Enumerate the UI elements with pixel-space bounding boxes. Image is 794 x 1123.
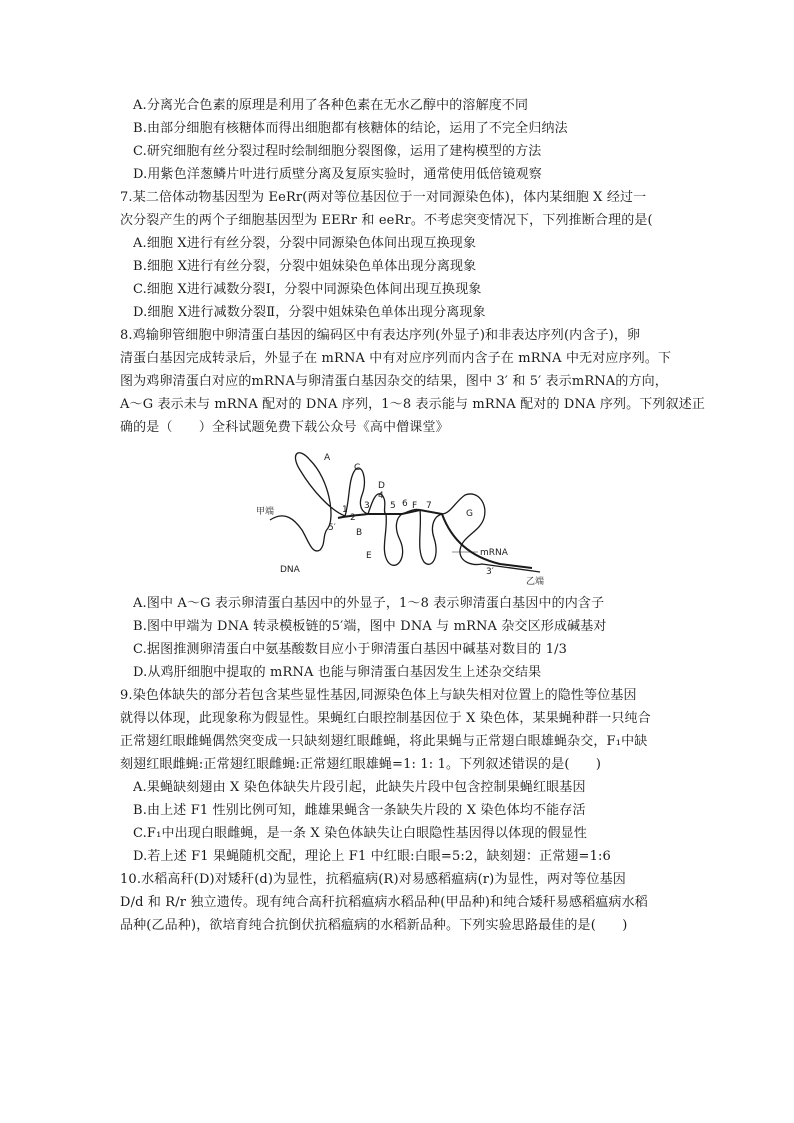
- q6-option-c: C.研究细胞有丝分裂过程时绘制细胞分裂图像，运用了建构模型的方法: [133, 144, 542, 159]
- q9-option-b: B.由上述 F1 性别比例可知，雌雄果蝇含一条缺失片段的 X 染色体均不能存活: [133, 803, 586, 818]
- q8-option-c: C.据图推测卵清蛋白中氨基酸数目应小于卵清蛋白基因中碱基对数目的 1/3: [133, 642, 568, 657]
- pair-label-6: 6: [402, 499, 408, 509]
- q7-option-c: C.细胞 X进行减数分裂Ⅰ，分裂中同源染色体间出现互换现象: [133, 282, 482, 297]
- pair-label-1: 1: [342, 505, 348, 515]
- q7-option-b: B.细胞 X进行有丝分裂，分裂中姐妹染色单体出现分离现象: [133, 259, 477, 274]
- q10-stem-line-2: D/d 和 R/r 独立遗传。现有纯合高秆抗稻瘟病水稻品种(甲品种)和纯合矮秆易感稻瘟病水稻: [120, 895, 648, 910]
- q6-option-a: A.分离光合色素的原理是利用了各种色素在无水乙醇中的溶解度不同: [133, 98, 529, 113]
- end-yi-label: 乙端: [526, 577, 545, 587]
- q8-stem-line-3: 图为鸡卵清蛋白对应的mRNA与卵清蛋白基因杂交的结果，图中 3′ 和 5′ 表示mRNA的方向，: [120, 374, 668, 389]
- label-a: A: [324, 453, 331, 463]
- q8-option-a: A.图中 A～G 表示卵清蛋白基因中的外显子，1～8 表示卵清蛋白基因中的内含子: [133, 596, 605, 611]
- q6-option-b: B.由部分细胞有核糖体而得出细胞都有核糖体的结论，运用了不完全归纳法: [133, 121, 568, 136]
- q7-stem-line-1: 7.某二倍体动物基因型为 EeRr(两对等位基因位于一对同源染色体)，体内某细胞 X 经过一: [120, 190, 647, 205]
- q9-stem-line-3: 正常翅红眼雌蝇偶然突变成一只缺刻翅红眼雌蝇，将此果蝇与正常翅白眼雄蝇杂交，F₁中缺: [120, 734, 648, 749]
- q8-option-b: B.图中甲端为 DNA 转录模板链的5′端，图中 DNA 与 mRNA 杂交区形成碱基对: [133, 619, 607, 634]
- q8-option-d: D.从鸡肝细胞中提取的 mRNA 也能与卵清蛋白基因发生上述杂交结果: [133, 665, 542, 680]
- q8-stem-line-4: A～G 表示未与 mRNA 配对的 DNA 序列，1～8 表示能与 mRNA 配对的 DNA 序列。下列叙述正: [120, 397, 706, 412]
- pair-label-3: 3: [364, 501, 370, 511]
- q7-option-d: D.细胞 X进行减数分裂Ⅱ，分裂中姐妹染色单体出现分离现象: [133, 305, 486, 320]
- label-b: B: [356, 528, 363, 538]
- label-d: D: [378, 481, 385, 491]
- pair-label-7: 7: [426, 501, 432, 511]
- dna-mrna-hybrid-figure: [250, 440, 550, 590]
- label-f: F: [412, 501, 418, 511]
- q8-stem-line-2: 清蛋白基因完成转录后，外显子在 mRNA 中有对应序列而内含子在 mRNA 中无对应序列。下: [120, 351, 672, 366]
- label-c: C: [354, 463, 361, 473]
- q10-stem-line-3: 品种(乙品种)，欲培育纯合抗倒伏抗稻瘟病的水稻新品种。下列实验思路最佳的是( ): [120, 918, 628, 933]
- q8-stem-line-1: 8.鸡输卵管细胞中卵清蛋白基因的编码区中有表达序列(外显子)和非表达序列(内含子)，卵: [120, 328, 641, 343]
- q9-option-d: D.若上述 F1 果蝇随机交配，理论上 F1 中红眼:白眼=5:2，缺刻翅：正常翅=1:6: [133, 849, 611, 864]
- q9-stem-line-1: 9.染色体缺失的部分若包含某些显性基因,同源染色体上与缺失相对位置上的隐性等位基因: [120, 688, 637, 703]
- pair-label-4: 4: [378, 491, 384, 501]
- label-e: E: [366, 551, 372, 561]
- q7-stem-line-2: 次分裂产生的两个子细胞基因型为 EERr 和 eeRr。不考虑突变情况下，下列推断合理的是(: [120, 213, 653, 228]
- q10-stem-line-1: 10.水稻高秆(D)对矮秆(d)为显性，抗稻瘟病(R)对易感稻瘟病(r)为显性，两对等位基因: [120, 872, 626, 887]
- q9-stem-line-2: 就得以体现，此现象称为假显性。果蝇红白眼控制基因位于 X 染色体，某果蝇种群一只纯合: [120, 711, 651, 726]
- q7-option-a: A.细胞 X进行有丝分裂，分裂中同源染色体间出现互换现象: [133, 236, 477, 251]
- q9-option-c: C.F₁中出现白眼雌蝇，是一条 X 染色体缺失让白眼隐性基因得以体现的假显性: [133, 826, 588, 841]
- pair-label-2: 2: [350, 513, 356, 523]
- q8-stem-line-5: 确的是（ ）全科试题免费下载公众号《高中僧课堂》: [120, 420, 449, 435]
- mrna-label: mRNA: [480, 548, 508, 558]
- dna-label: DNA: [280, 565, 300, 575]
- q9-option-a: A.果蝇缺刻翅由 X 染色体缺失片段引起，此缺失片段中包含控制果蝇红眼基因: [133, 780, 586, 795]
- q6-option-d: D.用紫色洋葱鳞片叶进行质壁分离及复原实验时，通常使用低倍镜观察: [133, 167, 542, 182]
- q9-stem-line-4: 刻翅红眼雌蝇:正常翅红眼雌蝇:正常翅红眼雄蝇=1: 1: 1。下列叙述错误的是( ): [120, 757, 602, 772]
- three-prime-label: 3′: [486, 567, 494, 577]
- label-g: G: [466, 509, 473, 519]
- five-prime-label: 5′: [328, 523, 336, 533]
- pair-label-5: 5: [390, 501, 396, 511]
- end-jia-label: 甲端: [256, 507, 275, 517]
